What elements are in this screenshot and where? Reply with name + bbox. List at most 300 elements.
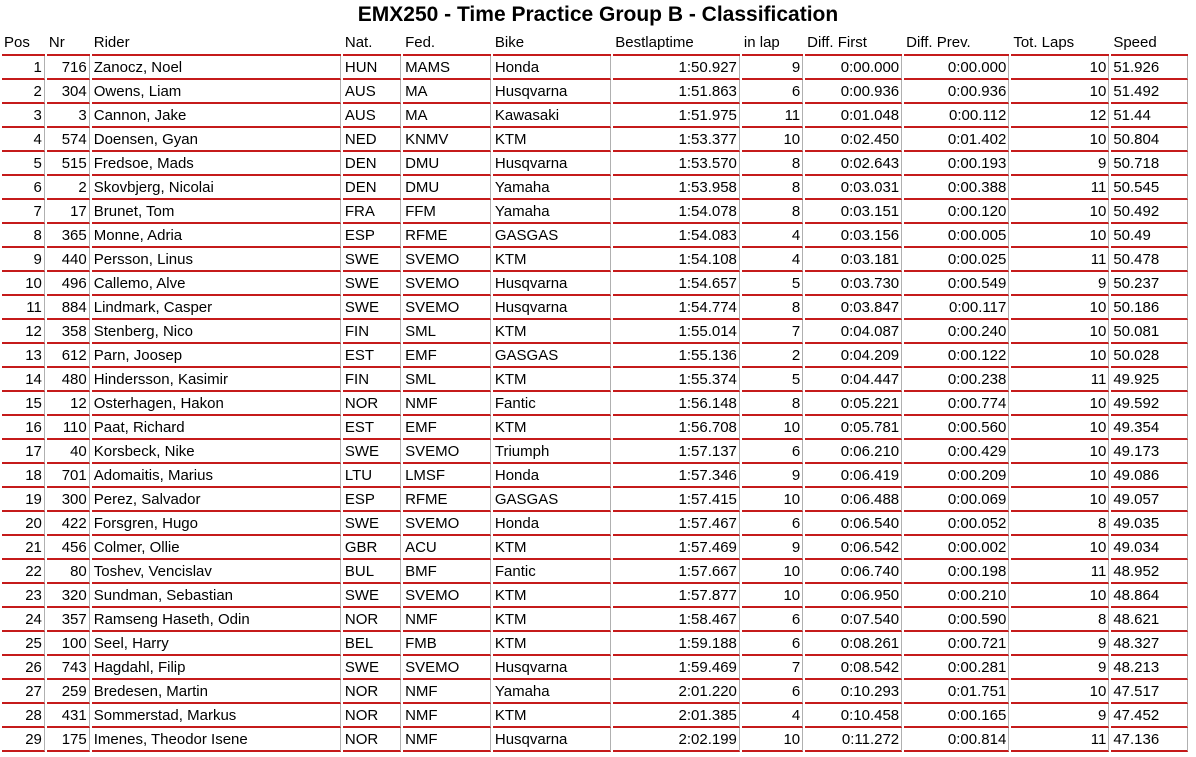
table-row bbox=[2, 392, 1188, 416]
cell-nr: 743 bbox=[47, 656, 90, 680]
cell-pos: 5 bbox=[2, 152, 45, 176]
cell-diff-prev: 0:00.052 bbox=[904, 512, 1009, 536]
cell-laps: 10 bbox=[1011, 464, 1109, 488]
column-header-pos: Pos bbox=[2, 30, 45, 56]
cell-fed: MAMS bbox=[403, 56, 491, 80]
cell-inlap: 6 bbox=[742, 632, 803, 656]
cell-laps: 10 bbox=[1011, 128, 1109, 152]
cell-nr: 110 bbox=[47, 416, 90, 440]
cell-nr: 3 bbox=[47, 104, 90, 128]
cell-bike: Yamaha bbox=[493, 176, 611, 200]
cell-pos: 20 bbox=[2, 512, 45, 536]
cell-fed: FFM bbox=[403, 200, 491, 224]
cell-pos: 2 bbox=[2, 80, 45, 104]
cell-inlap: 6 bbox=[742, 512, 803, 536]
cell-fed: KNMV bbox=[403, 128, 491, 152]
cell-diff-prev: 0:00.936 bbox=[904, 80, 1009, 104]
classification-table bbox=[0, 30, 1190, 752]
table-row bbox=[2, 656, 1188, 680]
cell-diff-first: 0:03.151 bbox=[805, 200, 902, 224]
cell-diff-prev: 0:00.069 bbox=[904, 488, 1009, 512]
cell-nat: NOR bbox=[343, 392, 401, 416]
cell-diff-first: 0:00.000 bbox=[805, 56, 902, 80]
table-row bbox=[2, 368, 1188, 392]
cell-best: 1:56.148 bbox=[613, 392, 740, 416]
cell-nr: 440 bbox=[47, 248, 90, 272]
cell-inlap: 5 bbox=[742, 368, 803, 392]
cell-laps: 10 bbox=[1011, 224, 1109, 248]
cell-bike: KTM bbox=[493, 320, 611, 344]
table-row bbox=[2, 560, 1188, 584]
cell-rider: Toshev, Vencislav bbox=[92, 560, 341, 584]
cell-diff-prev: 0:00.590 bbox=[904, 608, 1009, 632]
cell-best: 1:59.469 bbox=[613, 656, 740, 680]
cell-rider: Monne, Adria bbox=[92, 224, 341, 248]
table-row bbox=[2, 416, 1188, 440]
cell-rider: Paat, Richard bbox=[92, 416, 341, 440]
column-header-speed: Speed bbox=[1111, 30, 1188, 56]
cell-speed: 50.545 bbox=[1111, 176, 1188, 200]
cell-fed: SML bbox=[403, 320, 491, 344]
cell-bike: Husqvarna bbox=[493, 272, 611, 296]
cell-diff-prev: 0:00.210 bbox=[904, 584, 1009, 608]
cell-diff-prev: 0:00.198 bbox=[904, 560, 1009, 584]
cell-best: 1:57.667 bbox=[613, 560, 740, 584]
table-row bbox=[2, 512, 1188, 536]
cell-best: 1:53.958 bbox=[613, 176, 740, 200]
cell-diff-prev: 0:00.240 bbox=[904, 320, 1009, 344]
cell-diff-prev: 0:00.117 bbox=[904, 296, 1009, 320]
cell-nr: 515 bbox=[47, 152, 90, 176]
cell-nr: 422 bbox=[47, 512, 90, 536]
cell-speed: 50.804 bbox=[1111, 128, 1188, 152]
cell-pos: 6 bbox=[2, 176, 45, 200]
cell-fed: FMB bbox=[403, 632, 491, 656]
cell-fed: SML bbox=[403, 368, 491, 392]
cell-diff-first: 0:05.781 bbox=[805, 416, 902, 440]
cell-diff-prev: 0:00.388 bbox=[904, 176, 1009, 200]
cell-nat: AUS bbox=[343, 80, 401, 104]
cell-speed: 48.213 bbox=[1111, 656, 1188, 680]
cell-inlap: 11 bbox=[742, 104, 803, 128]
cell-diff-prev: 0:00.122 bbox=[904, 344, 1009, 368]
cell-speed: 51.44 bbox=[1111, 104, 1188, 128]
cell-speed: 49.057 bbox=[1111, 488, 1188, 512]
cell-diff-first: 0:08.261 bbox=[805, 632, 902, 656]
cell-rider: Perez, Salvador bbox=[92, 488, 341, 512]
cell-diff-first: 0:06.540 bbox=[805, 512, 902, 536]
cell-inlap: 8 bbox=[742, 176, 803, 200]
cell-speed: 50.718 bbox=[1111, 152, 1188, 176]
cell-bike: KTM bbox=[493, 368, 611, 392]
table-row bbox=[2, 224, 1188, 248]
cell-speed: 49.034 bbox=[1111, 536, 1188, 560]
cell-speed: 49.173 bbox=[1111, 440, 1188, 464]
cell-rider: Hindersson, Kasimir bbox=[92, 368, 341, 392]
cell-best: 2:01.385 bbox=[613, 704, 740, 728]
cell-diff-first: 0:03.031 bbox=[805, 176, 902, 200]
column-header-fed: Fed. bbox=[403, 30, 491, 56]
cell-nr: 12 bbox=[47, 392, 90, 416]
cell-laps: 10 bbox=[1011, 488, 1109, 512]
table-row bbox=[2, 128, 1188, 152]
cell-best: 1:55.014 bbox=[613, 320, 740, 344]
table-row bbox=[2, 704, 1188, 728]
cell-best: 2:02.199 bbox=[613, 728, 740, 752]
cell-diff-prev: 0:00.193 bbox=[904, 152, 1009, 176]
cell-best: 1:57.137 bbox=[613, 440, 740, 464]
cell-bike: GASGAS bbox=[493, 488, 611, 512]
cell-diff-first: 0:03.156 bbox=[805, 224, 902, 248]
column-header-bike: Bike bbox=[493, 30, 611, 56]
cell-rider: Zanocz, Noel bbox=[92, 56, 341, 80]
table-row bbox=[2, 536, 1188, 560]
cell-rider: Imenes, Theodor Isene bbox=[92, 728, 341, 752]
cell-diff-prev: 0:00.549 bbox=[904, 272, 1009, 296]
cell-laps: 9 bbox=[1011, 704, 1109, 728]
cell-diff-first: 0:10.458 bbox=[805, 704, 902, 728]
cell-laps: 10 bbox=[1011, 440, 1109, 464]
cell-rider: Parn, Joosep bbox=[92, 344, 341, 368]
cell-inlap: 10 bbox=[742, 584, 803, 608]
cell-inlap: 7 bbox=[742, 656, 803, 680]
cell-inlap: 10 bbox=[742, 728, 803, 752]
column-header-laps: Tot. Laps bbox=[1011, 30, 1109, 56]
cell-best: 1:57.469 bbox=[613, 536, 740, 560]
cell-laps: 8 bbox=[1011, 512, 1109, 536]
cell-bike: Husqvarna bbox=[493, 656, 611, 680]
cell-speed: 50.081 bbox=[1111, 320, 1188, 344]
cell-best: 1:59.188 bbox=[613, 632, 740, 656]
table-row bbox=[2, 584, 1188, 608]
table-row bbox=[2, 176, 1188, 200]
cell-bike: KTM bbox=[493, 416, 611, 440]
table-row bbox=[2, 344, 1188, 368]
cell-pos: 28 bbox=[2, 704, 45, 728]
cell-laps: 10 bbox=[1011, 80, 1109, 104]
cell-nr: 480 bbox=[47, 368, 90, 392]
cell-pos: 12 bbox=[2, 320, 45, 344]
cell-speed: 49.035 bbox=[1111, 512, 1188, 536]
cell-inlap: 4 bbox=[742, 224, 803, 248]
cell-rider: Forsgren, Hugo bbox=[92, 512, 341, 536]
cell-fed: SVEMO bbox=[403, 656, 491, 680]
cell-laps: 10 bbox=[1011, 536, 1109, 560]
cell-fed: SVEMO bbox=[403, 584, 491, 608]
column-header-best: Bestlaptime bbox=[613, 30, 740, 56]
cell-pos: 22 bbox=[2, 560, 45, 584]
cell-laps: 10 bbox=[1011, 416, 1109, 440]
cell-rider: Bredesen, Martin bbox=[92, 680, 341, 704]
cell-diff-prev: 0:01.751 bbox=[904, 680, 1009, 704]
cell-diff-first: 0:11.272 bbox=[805, 728, 902, 752]
cell-laps: 10 bbox=[1011, 584, 1109, 608]
cell-best: 1:55.136 bbox=[613, 344, 740, 368]
table-row bbox=[2, 80, 1188, 104]
cell-best: 1:55.374 bbox=[613, 368, 740, 392]
cell-pos: 8 bbox=[2, 224, 45, 248]
cell-pos: 21 bbox=[2, 536, 45, 560]
cell-diff-prev: 0:00.429 bbox=[904, 440, 1009, 464]
cell-best: 1:53.570 bbox=[613, 152, 740, 176]
cell-nat: NOR bbox=[343, 608, 401, 632]
cell-best: 1:54.657 bbox=[613, 272, 740, 296]
table-row bbox=[2, 248, 1188, 272]
cell-bike: KTM bbox=[493, 536, 611, 560]
cell-speed: 48.864 bbox=[1111, 584, 1188, 608]
cell-fed: LMSF bbox=[403, 464, 491, 488]
cell-diff-prev: 0:00.112 bbox=[904, 104, 1009, 128]
cell-fed: NMF bbox=[403, 392, 491, 416]
cell-speed: 51.926 bbox=[1111, 56, 1188, 80]
cell-inlap: 2 bbox=[742, 344, 803, 368]
cell-laps: 10 bbox=[1011, 200, 1109, 224]
cell-best: 1:56.708 bbox=[613, 416, 740, 440]
cell-pos: 9 bbox=[2, 248, 45, 272]
cell-rider: Sundman, Sebastian bbox=[92, 584, 341, 608]
cell-best: 1:57.346 bbox=[613, 464, 740, 488]
cell-laps: 11 bbox=[1011, 560, 1109, 584]
cell-fed: NMF bbox=[403, 608, 491, 632]
cell-diff-first: 0:05.221 bbox=[805, 392, 902, 416]
cell-diff-first: 0:02.643 bbox=[805, 152, 902, 176]
cell-nat: DEN bbox=[343, 176, 401, 200]
cell-bike: KTM bbox=[493, 608, 611, 632]
cell-speed: 50.478 bbox=[1111, 248, 1188, 272]
cell-bike: Husqvarna bbox=[493, 728, 611, 752]
cell-diff-prev: 0:00.209 bbox=[904, 464, 1009, 488]
cell-rider: Sommerstad, Markus bbox=[92, 704, 341, 728]
cell-best: 1:57.467 bbox=[613, 512, 740, 536]
cell-speed: 48.621 bbox=[1111, 608, 1188, 632]
cell-pos: 15 bbox=[2, 392, 45, 416]
cell-fed: DMU bbox=[403, 176, 491, 200]
cell-laps: 8 bbox=[1011, 608, 1109, 632]
cell-diff-prev: 0:00.721 bbox=[904, 632, 1009, 656]
cell-laps: 11 bbox=[1011, 248, 1109, 272]
table-row bbox=[2, 56, 1188, 80]
cell-laps: 10 bbox=[1011, 680, 1109, 704]
cell-nat: EST bbox=[343, 344, 401, 368]
cell-rider: Fredsoe, Mads bbox=[92, 152, 341, 176]
cell-rider: Osterhagen, Hakon bbox=[92, 392, 341, 416]
cell-laps: 10 bbox=[1011, 56, 1109, 80]
cell-best: 1:51.863 bbox=[613, 80, 740, 104]
cell-rider: Skovbjerg, Nicolai bbox=[92, 176, 341, 200]
cell-inlap: 9 bbox=[742, 536, 803, 560]
cell-fed: SVEMO bbox=[403, 248, 491, 272]
cell-speed: 48.327 bbox=[1111, 632, 1188, 656]
cell-nr: 574 bbox=[47, 128, 90, 152]
cell-diff-first: 0:04.087 bbox=[805, 320, 902, 344]
cell-nat: NOR bbox=[343, 680, 401, 704]
cell-diff-prev: 0:00.814 bbox=[904, 728, 1009, 752]
cell-diff-prev: 0:00.238 bbox=[904, 368, 1009, 392]
cell-best: 2:01.220 bbox=[613, 680, 740, 704]
cell-inlap: 6 bbox=[742, 440, 803, 464]
cell-best: 1:57.415 bbox=[613, 488, 740, 512]
cell-diff-first: 0:06.740 bbox=[805, 560, 902, 584]
cell-fed: NMF bbox=[403, 728, 491, 752]
cell-best: 1:51.975 bbox=[613, 104, 740, 128]
cell-diff-prev: 0:00.005 bbox=[904, 224, 1009, 248]
cell-nat: ESP bbox=[343, 488, 401, 512]
cell-diff-first: 0:06.488 bbox=[805, 488, 902, 512]
cell-bike: Husqvarna bbox=[493, 296, 611, 320]
cell-diff-prev: 0:00.002 bbox=[904, 536, 1009, 560]
cell-pos: 13 bbox=[2, 344, 45, 368]
cell-diff-prev: 0:00.120 bbox=[904, 200, 1009, 224]
cell-diff-prev: 0:00.000 bbox=[904, 56, 1009, 80]
cell-bike: KTM bbox=[493, 584, 611, 608]
cell-diff-first: 0:03.847 bbox=[805, 296, 902, 320]
cell-fed: RFME bbox=[403, 224, 491, 248]
cell-diff-prev: 0:00.165 bbox=[904, 704, 1009, 728]
cell-bike: KTM bbox=[493, 248, 611, 272]
cell-nr: 100 bbox=[47, 632, 90, 656]
cell-diff-first: 0:06.542 bbox=[805, 536, 902, 560]
cell-rider: Korsbeck, Nike bbox=[92, 440, 341, 464]
cell-fed: EMF bbox=[403, 416, 491, 440]
cell-laps: 10 bbox=[1011, 320, 1109, 344]
cell-nr: 456 bbox=[47, 536, 90, 560]
cell-diff-prev: 0:00.281 bbox=[904, 656, 1009, 680]
cell-nr: 304 bbox=[47, 80, 90, 104]
cell-inlap: 10 bbox=[742, 128, 803, 152]
cell-diff-first: 0:03.181 bbox=[805, 248, 902, 272]
cell-pos: 11 bbox=[2, 296, 45, 320]
table-row bbox=[2, 728, 1188, 752]
cell-nr: 259 bbox=[47, 680, 90, 704]
cell-nr: 716 bbox=[47, 56, 90, 80]
cell-nat: NOR bbox=[343, 704, 401, 728]
cell-laps: 11 bbox=[1011, 176, 1109, 200]
cell-fed: ACU bbox=[403, 536, 491, 560]
cell-bike: Honda bbox=[493, 56, 611, 80]
cell-best: 1:54.083 bbox=[613, 224, 740, 248]
cell-speed: 49.925 bbox=[1111, 368, 1188, 392]
cell-inlap: 8 bbox=[742, 200, 803, 224]
cell-rider: Adomaitis, Marius bbox=[92, 464, 341, 488]
cell-diff-prev: 0:00.025 bbox=[904, 248, 1009, 272]
cell-diff-first: 0:06.950 bbox=[805, 584, 902, 608]
cell-speed: 47.452 bbox=[1111, 704, 1188, 728]
cell-inlap: 7 bbox=[742, 320, 803, 344]
cell-speed: 49.354 bbox=[1111, 416, 1188, 440]
cell-rider: Seel, Harry bbox=[92, 632, 341, 656]
cell-rider: Persson, Linus bbox=[92, 248, 341, 272]
cell-diff-first: 0:01.048 bbox=[805, 104, 902, 128]
cell-speed: 48.952 bbox=[1111, 560, 1188, 584]
cell-inlap: 9 bbox=[742, 464, 803, 488]
cell-nat: FIN bbox=[343, 368, 401, 392]
cell-nat: NED bbox=[343, 128, 401, 152]
cell-diff-first: 0:07.540 bbox=[805, 608, 902, 632]
cell-nr: 357 bbox=[47, 608, 90, 632]
cell-nat: SWE bbox=[343, 584, 401, 608]
cell-inlap: 10 bbox=[742, 560, 803, 584]
cell-diff-prev: 0:01.402 bbox=[904, 128, 1009, 152]
cell-bike: Husqvarna bbox=[493, 80, 611, 104]
cell-speed: 50.237 bbox=[1111, 272, 1188, 296]
cell-nat: FRA bbox=[343, 200, 401, 224]
cell-diff-prev: 0:00.560 bbox=[904, 416, 1009, 440]
cell-inlap: 6 bbox=[742, 80, 803, 104]
cell-laps: 9 bbox=[1011, 656, 1109, 680]
cell-pos: 19 bbox=[2, 488, 45, 512]
cell-laps: 10 bbox=[1011, 392, 1109, 416]
cell-pos: 7 bbox=[2, 200, 45, 224]
cell-fed: SVEMO bbox=[403, 440, 491, 464]
cell-nr: 175 bbox=[47, 728, 90, 752]
cell-diff-first: 0:04.447 bbox=[805, 368, 902, 392]
cell-laps: 10 bbox=[1011, 344, 1109, 368]
cell-pos: 23 bbox=[2, 584, 45, 608]
table-row bbox=[2, 200, 1188, 224]
cell-bike: GASGAS bbox=[493, 224, 611, 248]
cell-nr: 701 bbox=[47, 464, 90, 488]
cell-rider: Owens, Liam bbox=[92, 80, 341, 104]
cell-nat: NOR bbox=[343, 728, 401, 752]
cell-laps: 9 bbox=[1011, 152, 1109, 176]
column-header-diff-first: Diff. First bbox=[805, 30, 902, 56]
cell-nr: 612 bbox=[47, 344, 90, 368]
column-header-nr: Nr bbox=[47, 30, 90, 56]
column-header-diff-prev: Diff. Prev. bbox=[904, 30, 1009, 56]
cell-diff-first: 0:03.730 bbox=[805, 272, 902, 296]
cell-nat: BUL bbox=[343, 560, 401, 584]
cell-nat: SWE bbox=[343, 296, 401, 320]
cell-fed: SVEMO bbox=[403, 272, 491, 296]
cell-pos: 29 bbox=[2, 728, 45, 752]
cell-pos: 10 bbox=[2, 272, 45, 296]
table-row bbox=[2, 104, 1188, 128]
cell-nr: 80 bbox=[47, 560, 90, 584]
cell-speed: 49.086 bbox=[1111, 464, 1188, 488]
cell-speed: 50.186 bbox=[1111, 296, 1188, 320]
cell-nr: 496 bbox=[47, 272, 90, 296]
cell-bike: GASGAS bbox=[493, 344, 611, 368]
cell-bike: KTM bbox=[493, 128, 611, 152]
cell-nat: SWE bbox=[343, 656, 401, 680]
cell-nat: EST bbox=[343, 416, 401, 440]
cell-nat: LTU bbox=[343, 464, 401, 488]
cell-nat: HUN bbox=[343, 56, 401, 80]
table-row bbox=[2, 152, 1188, 176]
cell-fed: DMU bbox=[403, 152, 491, 176]
table-header-row bbox=[2, 30, 1188, 56]
cell-nat: SWE bbox=[343, 440, 401, 464]
cell-rider: Ramseng Haseth, Odin bbox=[92, 608, 341, 632]
cell-best: 1:53.377 bbox=[613, 128, 740, 152]
cell-laps: 10 bbox=[1011, 296, 1109, 320]
cell-pos: 27 bbox=[2, 680, 45, 704]
cell-bike: Honda bbox=[493, 512, 611, 536]
page-title: EMX250 - Time Practice Group B - Classification bbox=[357, 3, 839, 26]
cell-nr: 431 bbox=[47, 704, 90, 728]
cell-pos: 1 bbox=[2, 56, 45, 80]
cell-speed: 51.492 bbox=[1111, 80, 1188, 104]
cell-diff-first: 0:10.293 bbox=[805, 680, 902, 704]
cell-nat: ESP bbox=[343, 224, 401, 248]
cell-fed: NMF bbox=[403, 704, 491, 728]
cell-inlap: 10 bbox=[742, 488, 803, 512]
cell-laps: 9 bbox=[1011, 632, 1109, 656]
cell-speed: 50.492 bbox=[1111, 200, 1188, 224]
cell-nat: SWE bbox=[343, 272, 401, 296]
cell-best: 1:57.877 bbox=[613, 584, 740, 608]
cell-bike: Fantic bbox=[493, 560, 611, 584]
